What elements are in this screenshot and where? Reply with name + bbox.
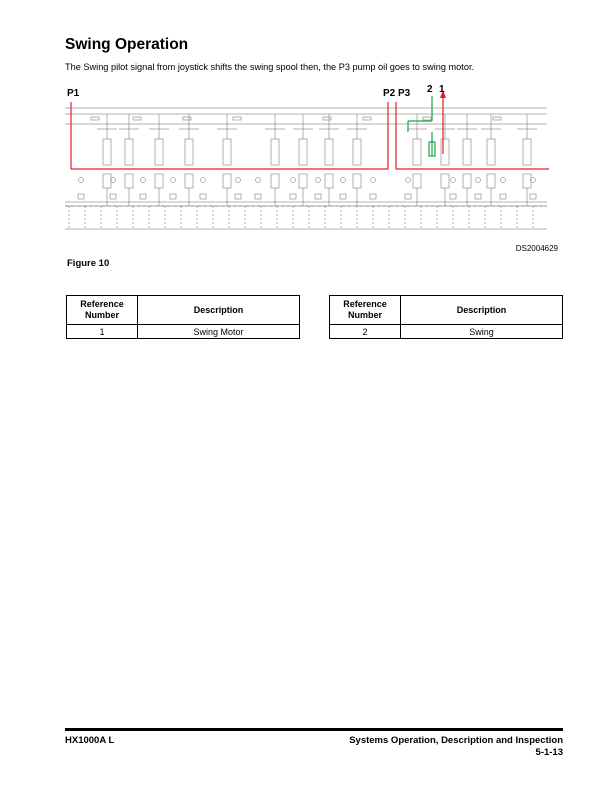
ref-1-label: 1 [439, 84, 445, 95]
ref-2-label: 2 [427, 84, 433, 95]
reference-table-2 [329, 295, 563, 339]
pilot-line [408, 96, 435, 156]
p1-label: P1 [67, 88, 80, 99]
ref-number-cell: 1 [67, 325, 138, 339]
footer-section [349, 735, 563, 759]
footer-model: HX1000A L [65, 735, 115, 746]
diagram-code: DS2004629 [515, 244, 558, 253]
table-header-desc: Description [138, 296, 300, 325]
intro-paragraph: The Swing pilot signal from joystick shifts the swing spool then, the P3 pump oil goes to swing motor. [65, 62, 475, 72]
page-title: Swing Operation [65, 36, 189, 53]
table-row [67, 325, 300, 339]
footer-divider [65, 728, 563, 731]
reference-table-1 [66, 295, 300, 339]
footer-page-number: 5-1-13 [535, 747, 563, 758]
hydraulic-schematic [63, 84, 549, 244]
p2-p3-label: P2 P3 [383, 88, 411, 99]
description-cell: Swing [401, 325, 563, 339]
table-row [330, 325, 563, 339]
description-cell: Swing Motor [138, 325, 300, 339]
pressure-lines [71, 90, 549, 169]
table-header-desc: Description [401, 296, 563, 325]
figure-caption: Figure 10 [67, 258, 110, 269]
schematic-drawing [63, 84, 549, 244]
table-header-ref: Reference Number [330, 296, 401, 325]
ref-number-cell: 2 [330, 325, 401, 339]
table-header-ref: Reference Number [67, 296, 138, 325]
footer-section-title: Systems Operation, Description and Inspection [349, 735, 563, 746]
